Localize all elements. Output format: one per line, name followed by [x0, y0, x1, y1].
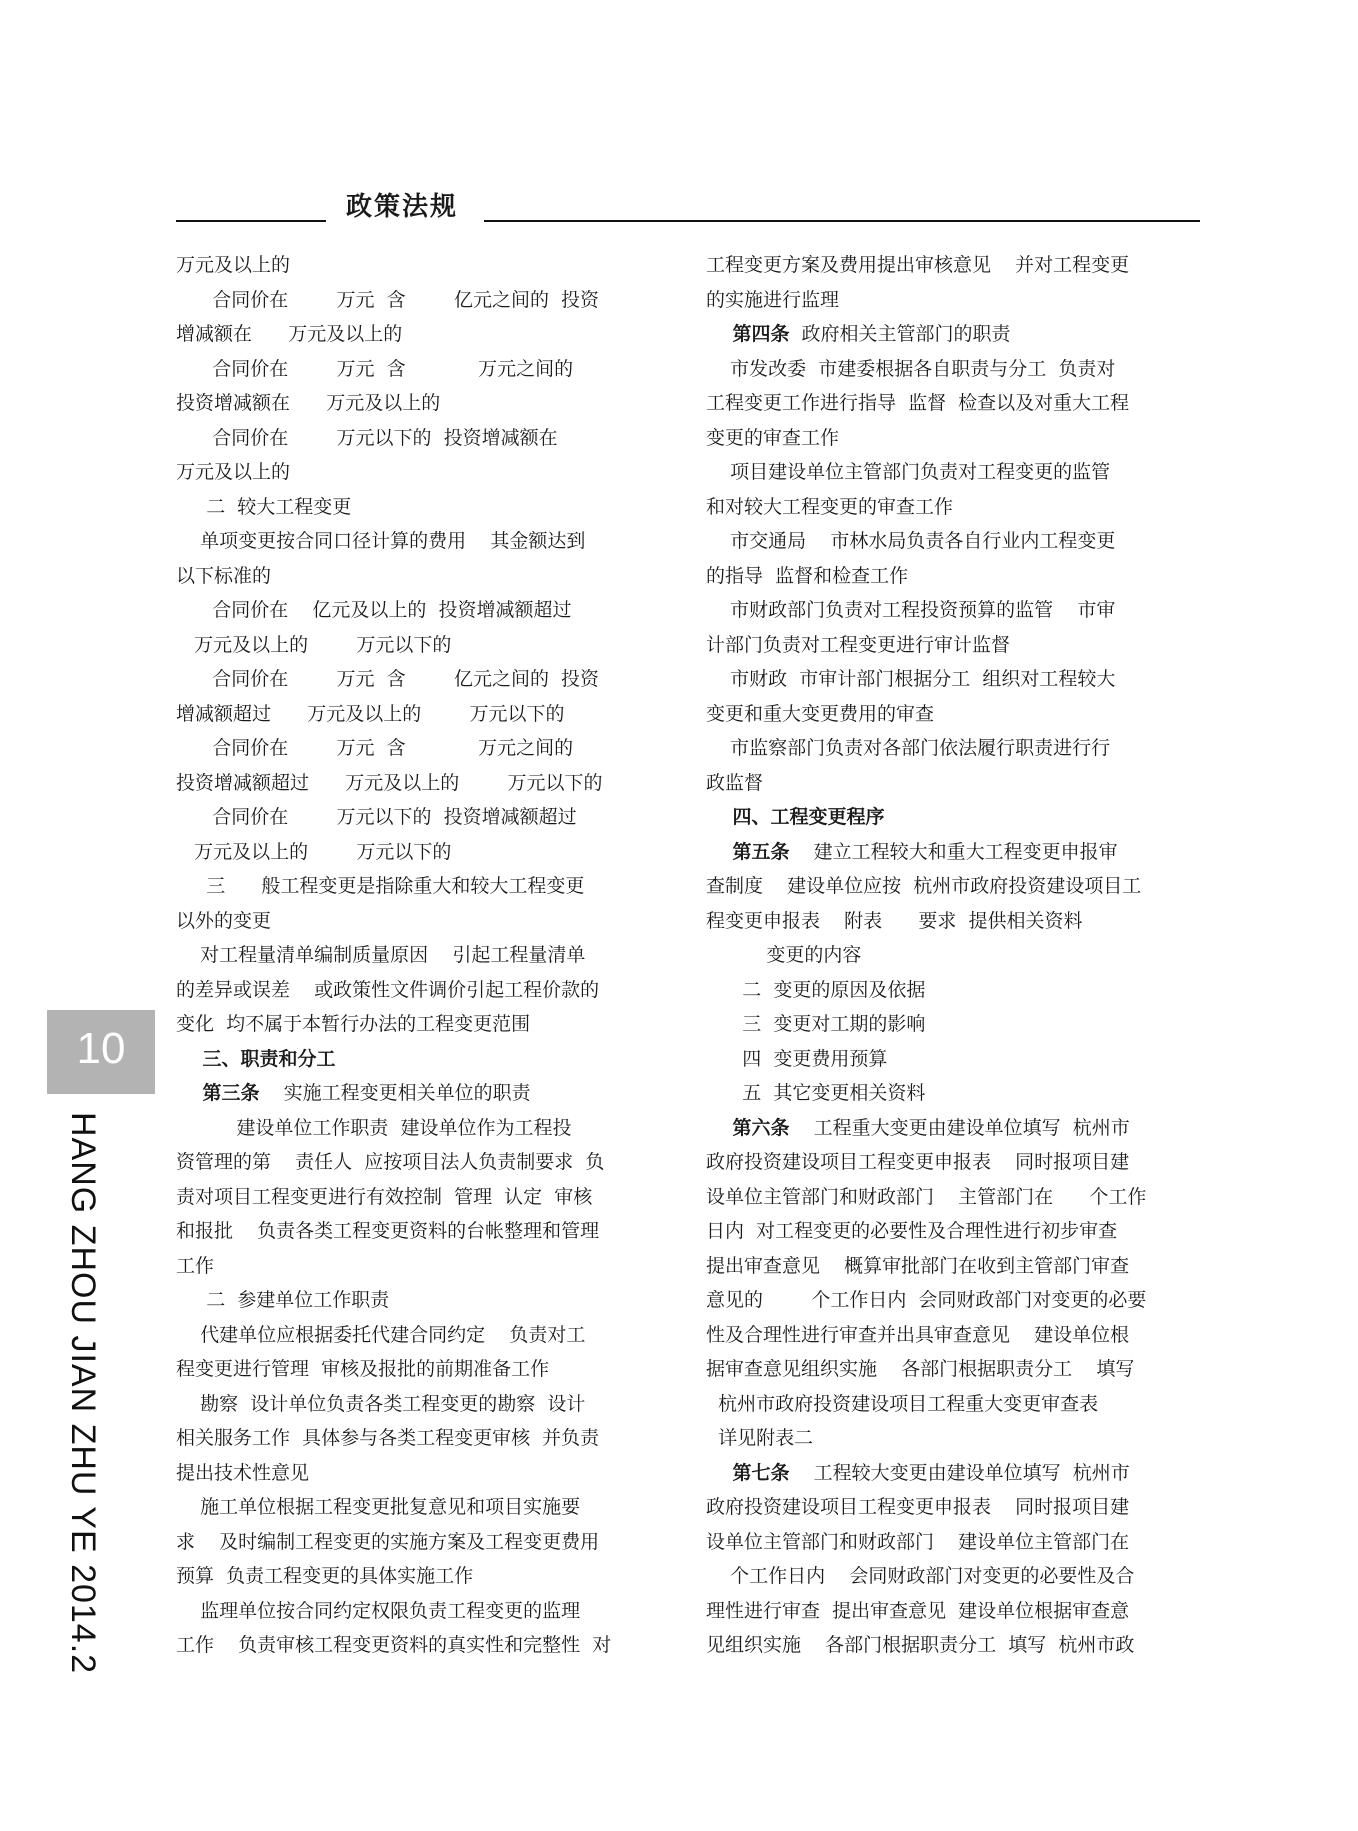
text-line: 设单位主管部门和财政部门 主管部门在 个工作	[706, 1185, 1147, 1208]
text-line: 求 及时编制工程变更的实施方案及工程变更费用	[176, 1530, 600, 1553]
text-line: 市财政 市审计部门根据分工 组织对工程较大	[706, 668, 1116, 690]
text-line: 万元及以上的 万元以下的	[176, 840, 452, 863]
text-line: 投资增减额在 万元及以上的	[176, 392, 441, 414]
text-line	[176, 1076, 670, 1111]
text-line: 工作 负责审核工程变更资料的真实性和完整性 对	[176, 1634, 612, 1656]
text-line: 合同价在 亿元及以上的 投资增减额超过	[176, 599, 572, 621]
text-line: 项目建设单位主管部门负责对工程变更的监管	[706, 461, 1111, 483]
text-line: 政府投资建设项目工程变更申报表 同时报项目建	[706, 1151, 1130, 1173]
text-line: 性及合理性进行审查并出具审查意见 建设单位根	[706, 1323, 1130, 1346]
text-line: 提出审查意见 概算审批部门在收到主管部门审查	[706, 1254, 1130, 1277]
article-number: 第三条	[176, 1082, 260, 1104]
text-line	[706, 1111, 1200, 1146]
text-line: 见组织实施 各部门根据职责分工 填写 杭州市政	[706, 1634, 1135, 1656]
text-line: 市监察部门负责对各部门依法履行职责进行行	[706, 737, 1111, 759]
article-number: 第六条	[706, 1116, 790, 1139]
text-line: 变更的内容	[706, 944, 862, 966]
text-line: 据审查意见组织实施 各部门根据职责分工 填写	[706, 1358, 1135, 1380]
article-text: 实施工程变更相关单位的职责	[259, 1082, 531, 1104]
text-line: 三、职责和分工	[176, 1047, 336, 1070]
text-line: 合同价在 万元以下的 投资增减额在	[176, 426, 558, 449]
text-line: 程变更进行管理 审核及报批的前期准备工作	[176, 1358, 550, 1380]
text-line: 变化 均不属于本暂行办法的工程变更范围	[176, 1013, 531, 1035]
text-line	[706, 835, 1200, 870]
text-line: 监理单位按合同约定权限负责工程变更的监理	[176, 1599, 581, 1622]
text-line: 设单位主管部门和财政部门 建设单位主管部门在	[706, 1530, 1130, 1553]
text-line: 二 变更的原因及依据	[706, 978, 926, 1001]
text-line: 查制度 建设单位应按 杭州市政府投资建设项目工	[706, 875, 1142, 897]
section-header	[0, 180, 1358, 230]
text-line: 提出技术性意见	[176, 1461, 310, 1484]
text-line: 杭州市政府投资建设项目工程重大变更审查表	[706, 1392, 1099, 1415]
text-line: 建设单位工作职责 建设单位作为工程投	[176, 1116, 572, 1139]
text-line: 个工作日内 会同财政部门对变更的必要性及合	[706, 1565, 1135, 1587]
text-line: 二 参建单位工作职责	[176, 1289, 390, 1311]
article-text: 工程较大变更由建设单位填写 杭州市	[789, 1461, 1130, 1484]
text-line: 施工单位根据工程变更批复意见和项目实施要	[176, 1496, 581, 1518]
text-line: 万元及以上的	[176, 461, 291, 483]
text-line: 工作	[176, 1254, 215, 1277]
text-line: 合同价在 万元 含 亿元之间的 投资	[176, 668, 600, 690]
text-line: 三 变更对工期的影响	[706, 1013, 926, 1035]
article-number: 第五条	[706, 840, 790, 863]
text-line: 以下标准的	[176, 564, 272, 587]
text-line: 合同价在 万元 含 亿元之间的 投资	[176, 288, 600, 311]
text-line: 合同价在 万元 含 万元之间的	[176, 737, 574, 759]
text-line: 四 变更费用预算	[706, 1047, 888, 1070]
text-line: 万元及以上的 万元以下的	[176, 633, 452, 656]
text-line: 和报批 负责各类工程变更资料的台帐整理和管理	[176, 1220, 600, 1242]
text-line: 市财政部门负责对工程投资预算的监管 市审	[706, 599, 1116, 621]
text-line: 工程变更工作进行指导 监督 检查以及对重大工程	[706, 392, 1130, 414]
left-column	[176, 248, 670, 1663]
text-line: 理性进行审查 提出审查意见 建设单位根据审查意	[706, 1599, 1130, 1622]
text-line: 五 其它变更相关资料	[706, 1082, 926, 1104]
text-line: 变更和重大变更费用的审查	[706, 702, 935, 725]
text-line: 三 般工程变更是指除重大和较大工程变更	[176, 875, 585, 897]
text-line: 代建单位应根据委托代建合同约定 负责对工	[176, 1323, 586, 1346]
article-text: 建立工程较大和重大工程变更申报审	[789, 840, 1118, 863]
text-line: 单项变更按合同口径计算的费用 其金额达到	[176, 530, 586, 552]
text-line: 合同价在 万元 含 万元之间的	[176, 357, 574, 380]
text-line: 万元及以上的	[176, 254, 291, 276]
text-line: 变更的审查工作	[706, 426, 840, 449]
text-line: 责对项目工程变更进行有效控制 管理 认定 审核	[176, 1185, 593, 1208]
text-line	[706, 317, 1200, 352]
text-line: 对工程量清单编制质量原因 引起工程量清单	[176, 944, 586, 966]
article-number: 第七条	[706, 1461, 790, 1484]
text-line: 合同价在 万元以下的 投资增减额超过	[176, 806, 577, 828]
text-line: 四、工程变更程序	[706, 806, 885, 828]
text-line: 预算 负责工程变更的具体实施工作	[176, 1565, 474, 1587]
page-number-badge	[47, 1010, 155, 1094]
text-line: 勘察 设计单位负责各类工程变更的勘察 设计	[176, 1392, 586, 1415]
text-line: 和对较大工程变更的审查工作	[706, 495, 954, 518]
article-number: 第四条	[706, 323, 790, 345]
section-title: 政策法规	[346, 192, 459, 222]
text-line: 相关服务工作 具体参与各类工程变更审核 并负责	[176, 1427, 600, 1449]
text-line: 市交通局 市林水局负责各自行业内工程变更	[706, 530, 1116, 552]
text-line: 增减额在 万元及以上的	[176, 323, 403, 345]
text-line: 增减额超过 万元及以上的 万元以下的	[176, 702, 565, 725]
text-line: 市发改委 市建委根据各自职责与分工 负责对	[706, 357, 1116, 380]
text-line: 二 较大工程变更	[176, 495, 352, 518]
header-rule-left	[176, 220, 326, 222]
text-line: 日内 对工程变更的必要性及合理性进行初步审查	[706, 1220, 1118, 1242]
text-line	[706, 1456, 1200, 1491]
text-line: 的指导 监督和检查工作	[706, 564, 909, 587]
text-line: 政监督	[706, 771, 764, 794]
text-line: 投资增减额超过 万元及以上的 万元以下的	[176, 771, 603, 794]
text-line: 计部门负责对工程变更进行审计监督	[706, 633, 1011, 656]
text-line: 以外的变更	[176, 909, 272, 932]
text-line: 程变更申报表 附表 要求 提供相关资料	[706, 909, 1083, 932]
text-line: 详见附表二	[706, 1427, 814, 1449]
text-line: 意见的 个工作日内 会同财政部门对变更的必要	[706, 1289, 1147, 1311]
journal-label-text: HANG ZHOU JIAN ZHU YE 2014.2	[64, 1112, 102, 1675]
header-rule-right	[484, 220, 1200, 222]
article-text: 工程重大变更由建设单位填写 杭州市	[789, 1116, 1130, 1139]
text-line: 工程变更方案及费用提出审核意见 并对工程变更	[706, 254, 1130, 276]
page-number: 10	[76, 1024, 126, 1073]
article-text: 政府相关主管部门的职责	[789, 323, 1011, 345]
text-line: 的差异或误差 或政策性文件调价引起工程价款的	[176, 978, 600, 1001]
right-column	[706, 248, 1200, 1663]
text-line: 政府投资建设项目工程变更申报表 同时报项目建	[706, 1496, 1130, 1518]
text-line: 的实施进行监理	[706, 288, 840, 311]
text-line: 资管理的第 责任人 应按项目法人负责制要求 负	[176, 1151, 605, 1173]
